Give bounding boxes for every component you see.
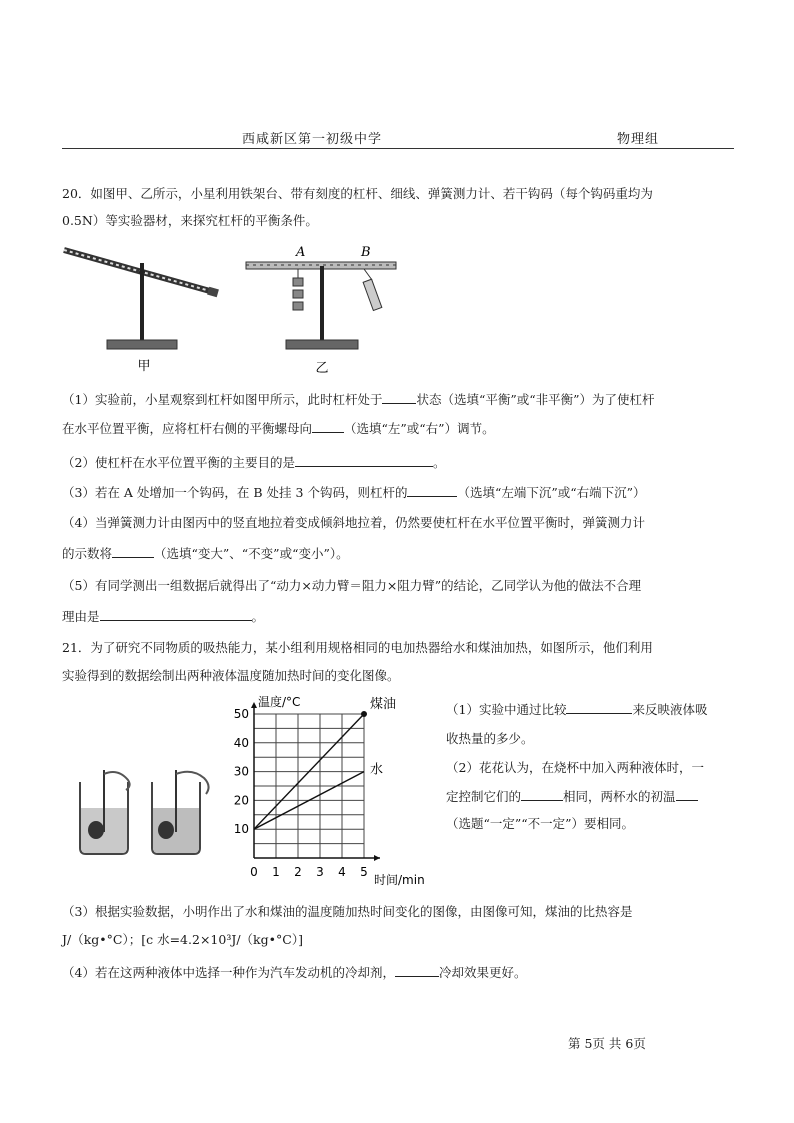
q21-side-part2-line3: （选题“一定”“不一定”）要相同。 — [446, 816, 635, 831]
stand-base — [286, 340, 358, 349]
hook-weight — [293, 278, 303, 286]
q20-part4-line2: 的示数将 （选填“变大”、“不变”或“变小”）。 — [62, 546, 349, 561]
x-axis-arrow — [374, 855, 380, 861]
q20-part2: （2）使杠杆在水平位置平衡的主要目的是 。 — [62, 455, 446, 470]
answer-blank[interactable] — [407, 484, 457, 497]
y-tick-label: 20 — [233, 793, 249, 808]
q21-side-part1-line1: （1）实验中通过比较 来反映液体吸 — [446, 702, 708, 717]
chart-axes — [251, 702, 380, 861]
stand-base — [107, 340, 177, 349]
series-label: 煤油 — [370, 697, 397, 712]
q21-side-part1-line2: 收热量的多少。 — [446, 731, 534, 746]
x-axis-label: 时间/min — [374, 873, 425, 887]
answer-blank[interactable] — [312, 420, 344, 433]
answer-blank[interactable] — [382, 391, 416, 404]
q21-side-part2-line2: 定控制它们的 相同，两杯水的初温 — [446, 788, 698, 805]
hook-weight — [293, 290, 303, 298]
y-tick-label: 10 — [233, 822, 249, 837]
q20-part4-line1: （4）当弹簧测力计由图丙中的竖直地拉着变成倾斜地拉着，仍然要使杠杆在水平位置平衡时，弹簧测力计 — [62, 515, 645, 530]
x-tick-label: 1 — [272, 865, 280, 879]
y-tick-label: 40 — [233, 735, 249, 750]
x-tick-label: 0 — [250, 865, 258, 879]
answer-blank[interactable] — [395, 964, 439, 977]
y-axis-label: 温度/°C — [258, 695, 301, 709]
series-end-dot — [361, 711, 367, 717]
q21-intro-line1: 21．为了研究不同物质的吸热能力，某小组利用规格相同的电加热器给水和煤油加热，如图所示，他们利用 — [62, 640, 653, 655]
chart-series — [254, 696, 396, 829]
q21-part3-line2: J/（kg•°C）；[c 水=4.2×10³J/（kg•°C）] — [62, 932, 303, 947]
hook-weight — [293, 302, 303, 310]
spring-scale — [363, 279, 382, 310]
temperature-time-chart — [224, 692, 434, 892]
q21-side-part2-line1: （2）花花认为，在烧杯中加入两种液体时，一 — [446, 760, 704, 775]
q21-part3-line1: （3）根据实验数据，小明作出了水和煤油的温度随加热时间变化的图像，由图像可知，煤油的比热容是 — [62, 904, 633, 919]
y-tick-label: 50 — [233, 707, 249, 721]
x-tick-label: 2 — [294, 865, 302, 879]
answer-blank[interactable] — [521, 788, 563, 801]
q21-intro-line2: 实验得到的数据绘制出两种液体温度随加热时间的变化图像。 — [62, 668, 400, 683]
header-rule — [62, 148, 734, 149]
q20-part3: （3）若在 A 处增加一个钩码，在 B 处挂 3 个钩码，则杠杆的 （选填“左端下沉”或“右端下沉”） — [62, 485, 646, 500]
beaker-kerosene — [152, 770, 209, 854]
answer-blank[interactable] — [295, 454, 433, 467]
q20-part5-line2: 理由是 。 — [62, 609, 265, 624]
group-name: 物理组 — [617, 132, 660, 147]
chart-grid — [254, 714, 364, 858]
figure-label-yi: 乙 — [315, 361, 329, 376]
lever-figure-yi — [240, 240, 410, 380]
beakers-illustration — [70, 768, 220, 858]
q20-intro-line1: 20．如图甲、乙所示，小星利用铁架台、带有刻度的杠杆、细线、弹簧测力计、若干钩码（每个钩码重均为 — [62, 186, 653, 201]
school-name: 西咸新区第一初级中学 — [242, 132, 383, 147]
y-tick-label: 30 — [233, 764, 249, 779]
point-a-label: A — [296, 245, 306, 260]
answer-blank[interactable] — [676, 788, 698, 801]
q20-intro-line2: 0.5N）等实验器材，来探究杠杆的平衡条件。 — [62, 213, 318, 228]
figure-label-jia: 甲 — [137, 359, 151, 373]
page-header — [62, 128, 734, 148]
q21-part4: （4）若在这两种液体中选择一种作为汽车发动机的冷却剂， 冷却效果更好。 — [62, 965, 527, 980]
balance-nut — [207, 287, 219, 297]
series-label: 水 — [370, 762, 384, 778]
point-b-label: B — [361, 245, 371, 260]
x-tick-label: 3 — [316, 865, 324, 879]
q20-part1-line2: 在水平位置平衡，应将杠杆右侧的平衡螺母向 （选填“左”或“右”）调节。 — [62, 421, 495, 436]
answer-blank[interactable] — [100, 608, 252, 621]
lever-figure-jia — [62, 238, 232, 373]
answer-blank[interactable] — [112, 545, 154, 558]
answer-blank[interactable] — [566, 701, 632, 714]
x-tick-label: 5 — [360, 865, 368, 879]
y-axis-arrow — [251, 702, 257, 708]
beaker-water — [80, 770, 130, 854]
page-number: 第 5页 共 6页 — [568, 1036, 646, 1051]
q20-part1-line1: （1）实验前，小星观察到杠杆如图甲所示，此时杠杆处于 状态（选填“平衡”或“非平衡”）为了使杠杆 — [62, 392, 655, 407]
x-tick-label: 4 — [338, 865, 346, 879]
q20-part5-line1: （5）有同学测出一组数据后就得出了“动力×动力臂＝阻力×阻力臂”的结论，乙同学认为他的做法不合理 — [62, 578, 642, 593]
